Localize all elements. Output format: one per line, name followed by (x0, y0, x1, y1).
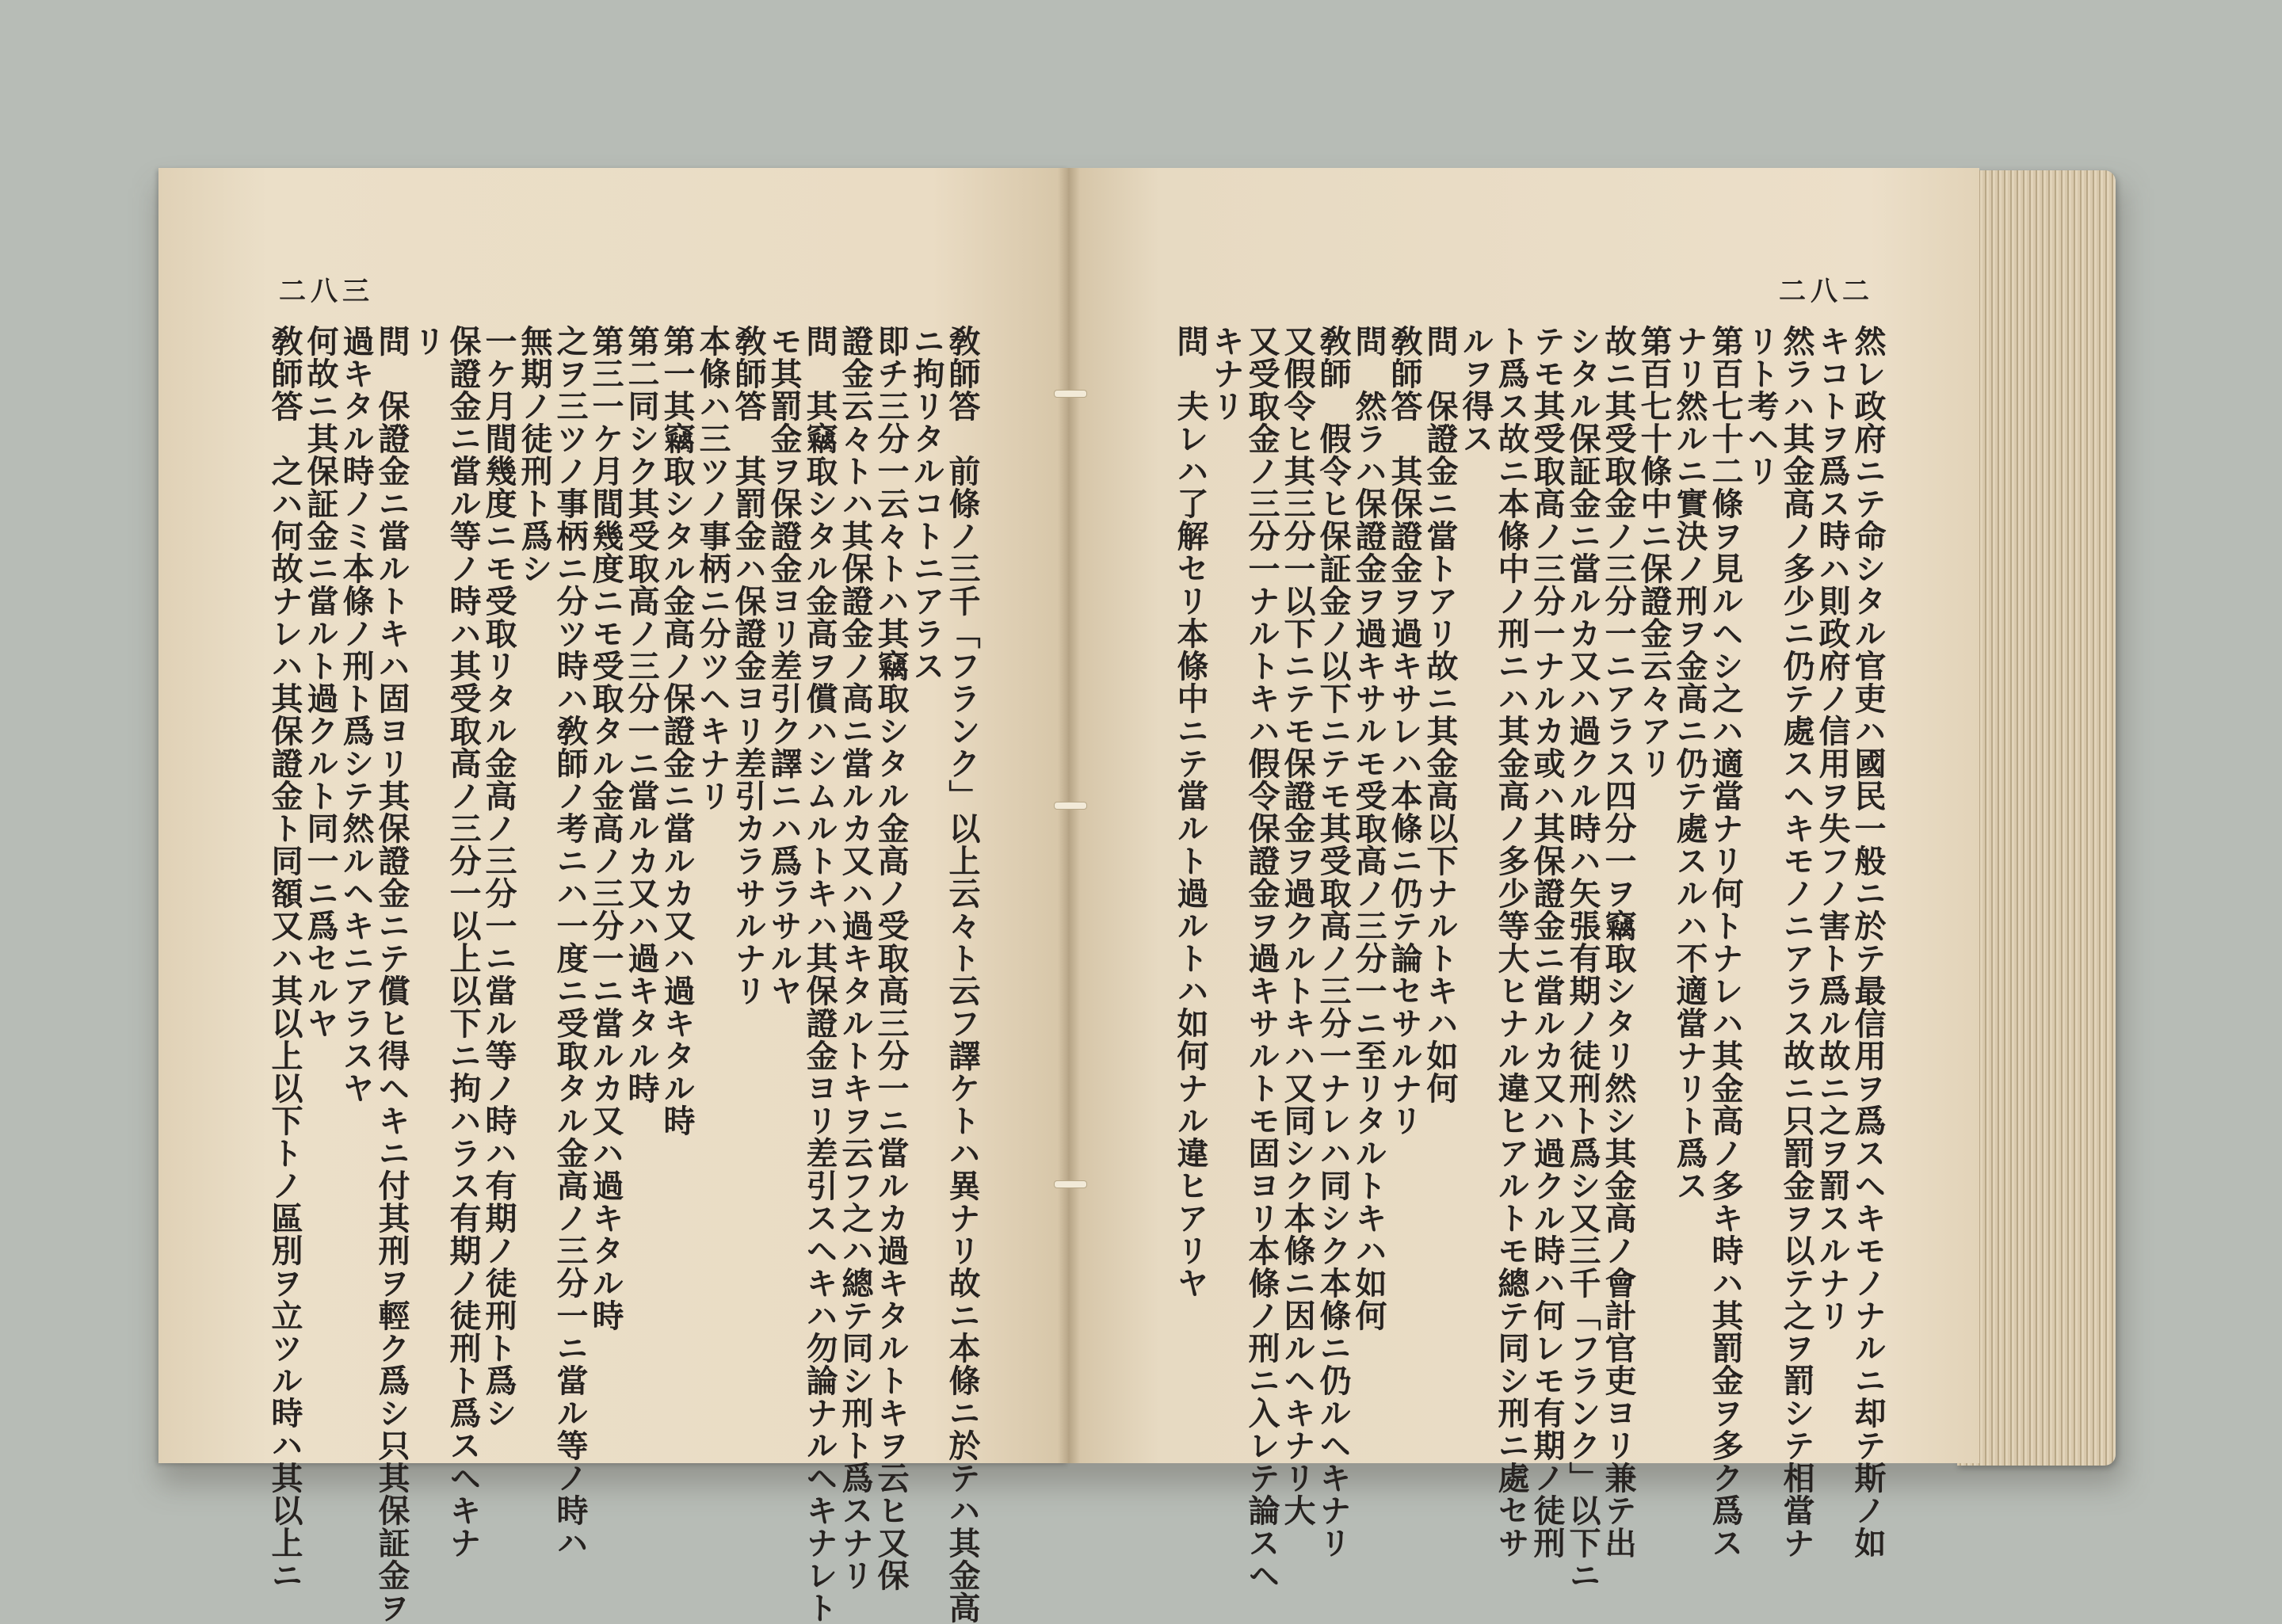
text-column: 無期ノ徒刑ト爲シ (516, 325, 553, 585)
text-column: 第百七十二條ヲ見ルヘシ之ハ適當ナリ何トナレハ其金高ノ多キ時ハ其罰金ヲ多ク爲ス (1707, 325, 1744, 1559)
text-column: リト考ヘリ (1742, 325, 1780, 487)
binding-stitch (1054, 1180, 1087, 1188)
text-column: 然ラハ其金高ノ多少ニ仍テ處スヘキモノニアラス故ニ只罰金ヲ以テ之ヲ罰シテ相當ナ (1778, 325, 1815, 1559)
text-column: モ其罰金ヲ保證金ヨリ差引ク譯ニハ爲ラサルヤ (765, 325, 803, 1007)
text-column: 第一其竊取シタル金高ノ保證金ニ當ルカ又ハ過キタル時 (658, 325, 696, 1137)
text-column: キナリ (1208, 325, 1245, 422)
text-column: ト爲ス故ニ本條中ノ刑ニハ其金高ノ多少等大ヒナル違ヒアルトモ總テ同シ刑ニ處セサ (1493, 325, 1530, 1559)
text-column: 敎師答 其罰金ハ保證金ヨリ差引カラサルナリ (730, 325, 767, 1007)
text-column: 然レ政府ニテ命シタル官吏ハ國民一般ニ於テ最信用ヲ爲スヘキモノナルニ却テ斯ノ如 (1849, 325, 1887, 1559)
text-column: 證金云々トハ其保證金ノ高ニ當ルカ又ハ過キタルトキヲ云フ之ハ總テ同シ刑ト爲スナリ (837, 325, 874, 1592)
text-column: ニ拘リタルコトニアラス (908, 325, 945, 682)
text-column: キコトヲ爲ス時ハ則政府ノ信用ヲ失フノ害ト爲ル故ニ之ヲ罰スルナリ (1814, 325, 1851, 1332)
text-column: 問 夫レハ了解セリ本條中ニテ當ルト過ルトハ如何ナル違ヒアリヤ (1172, 325, 1209, 1299)
text-column: 問 保證金ニ當トアリ故ニ其金高以下ナルトキハ如何 (1421, 325, 1459, 1104)
text-column: シタル保証金ニ當ルカ又ハ過クル時ハ矢張有期ノ徒刑ト爲シ又三千「フランク」以下ニ (1564, 325, 1601, 1592)
text-column: ルヲ得ス (1457, 325, 1494, 455)
text-column: 又假令ヒ其三分一以下ニテモ保證金ヲ過クルトキハ又同シク本條ニ因ルヘキナリ大 (1279, 325, 1316, 1527)
text-column: 敎師答 前條ノ三千「フランク」以上云々ト云フ譯ケトハ異ナリ故ニ本條ニ於テハ其金高 (944, 325, 981, 1624)
text-column: 之ヲ三ツノ事柄ニ分ツ時ハ敎師ノ考ニハ一度ニ受取タル金高ノ三分一ニ當ル等ノ時ハ (551, 325, 589, 1559)
text-column: 敎師答 其保證金ヲ過キサレハ本條ニ仍テ論セサルナリ (1386, 325, 1423, 1137)
text-column: ナリ然ルニ實決ノ刑ヲ金高ニ仍テ處スルハ不適當ナリト爲ス (1671, 325, 1708, 1202)
text-column: テモ其受取高ノ三分一ナルカ或ハ其保證金ニ當ルカ又ハ過クル時ハ何レモ有期ノ徒刑 (1528, 325, 1566, 1559)
text-column: 第二同シク其受取高ノ三分一ニ當ルカ又ハ過キタル時 (623, 325, 660, 1104)
text-column: 何故ニ其保証金ニ當ルト過クルト同一ニ爲セルヤ (302, 325, 339, 1039)
text-column: 問 保證金ニ當ルトキハ固ヨリ其保證金ニテ償ヒ得ヘキニ付其刑ヲ輕ク爲シ只其保証金ヲ (373, 325, 410, 1624)
text-column: 敎師 假令ヒ保証金ノ以下ニテモ其受取高ノ三分一ナレハ同シク本條ニ仍ルヘキナリ (1315, 325, 1352, 1559)
text-column: 一ケ月間幾度ニモ受取リタル金高ノ三分一ニ當ル等ノ時ハ有期ノ徒刑ト爲シ (480, 325, 517, 1429)
text-column: 問 然ラハ保證金ヲ過キサルモ受取高ノ三分一ニ至リタルトキハ如何 (1350, 325, 1387, 1332)
text-column: 又受取金ノ三分一ナルトキハ假令保證金ヲ過キサルトモ固ヨリ本條ノ刑ニ入レテ論スヘ (1243, 325, 1280, 1592)
binding-stitch (1054, 802, 1087, 810)
text-column: 保證金ニ當ル等ノ時ハ其受取高ノ三分一以上以下ニ拘ハラス有期ノ徒刑ト爲スヘキナ (445, 325, 482, 1559)
text-column: 問 其竊取シタル金高ヲ償ハシムルトキハ其保證金ヨリ差引スヘキハ勿論ナルヘキナレト (801, 325, 838, 1624)
text-column: 過キタル時ノミ本條ノ刑ト爲シテ然ルヘキニアラスヤ (338, 325, 375, 1104)
text-column: リ (409, 325, 446, 357)
text-column: 即チ三分一云々トハ其竊取シタル金高ノ受取高三分一ニ當ルカ過キタルトキヲ云ヒ又保 (872, 325, 910, 1592)
text-column: 本條ハ三ツノ事柄ニ分ツヘキナリ (694, 325, 731, 812)
right-page-number: 二八二 (1779, 276, 1874, 307)
page-edges (1957, 170, 2116, 1466)
binding-stitch (1054, 390, 1087, 398)
text-column: 敎師答 之ハ何故ナレハ其保證金ト同額又ハ其以上以下トノ區別ヲ立ツル時ハ其以上ニ (266, 325, 303, 1592)
book-gutter (1058, 168, 1080, 1463)
text-column: 第百七十條中ニ保證金云々アリ (1635, 325, 1673, 780)
text-column: 第三一ケ月間幾度ニモ受取タル金高ノ三分一ニ當ルカ又ハ過キタル時 (587, 325, 624, 1332)
left-page-number: 二八三 (279, 276, 374, 307)
text-column: 故ニ其受取金ノ三分一ニアラス四分一ヲ竊取シタリ然シ其金高ノ會計官吏ヨリ兼テ出 (1600, 325, 1637, 1559)
